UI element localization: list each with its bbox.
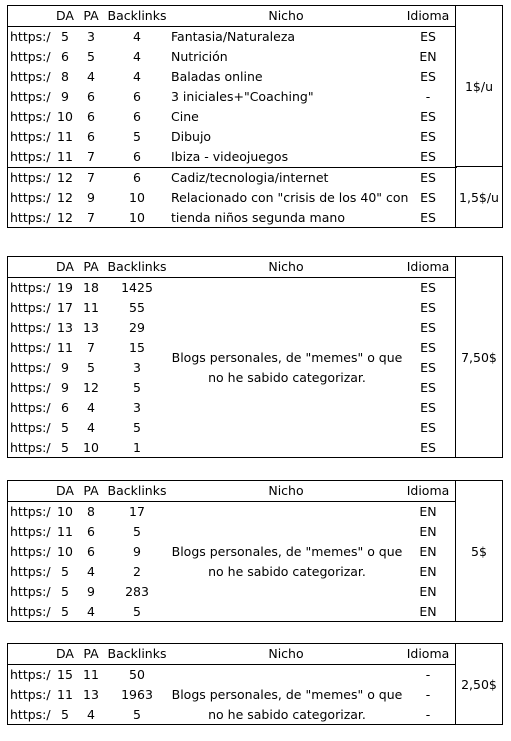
url-cell[interactable]: https:/ <box>10 89 51 104</box>
idioma-cell: ES <box>420 170 436 185</box>
nicho-merged-cell <box>171 542 403 582</box>
header-backlinks: Backlinks <box>107 646 167 661</box>
da-cell: 17 <box>57 300 73 315</box>
pa-cell: 9 <box>87 584 95 599</box>
url-cell[interactable]: https:/ <box>10 69 51 84</box>
pa-cell: 13 <box>83 687 99 702</box>
url-cell[interactable]: https:/ <box>10 400 51 415</box>
table-row <box>8 87 455 107</box>
backlinks-cell: 15 <box>129 340 145 355</box>
header-idioma: Idioma <box>406 8 450 23</box>
price-cell <box>455 643 503 725</box>
url-cell[interactable]: https:/ <box>10 340 51 355</box>
nicho-line: Blogs personales, de "memes" o que <box>171 544 403 559</box>
pa-cell: 18 <box>83 280 99 295</box>
idioma-cell: ES <box>420 360 436 375</box>
pa-cell: 4 <box>87 420 95 435</box>
da-cell: 6 <box>61 49 69 64</box>
idioma-cell: ES <box>420 440 436 455</box>
da-cell: 10 <box>57 109 73 124</box>
nicho-merged-cell <box>171 348 403 388</box>
pa-cell: 3 <box>87 29 95 44</box>
price-label: 1$/u <box>464 78 494 94</box>
nicho-cell: Relacionado con "crisis de los 40" con <box>171 190 409 205</box>
pa-cell: 4 <box>87 564 95 579</box>
idioma-cell: ES <box>420 149 436 164</box>
idioma-cell: ES <box>420 420 436 435</box>
backlinks-cell: 9 <box>133 544 141 559</box>
pa-cell: 7 <box>87 149 95 164</box>
header-nicho: Nicho <box>268 646 304 661</box>
url-cell[interactable]: https:/ <box>10 604 51 619</box>
url-cell[interactable]: https:/ <box>10 129 51 144</box>
url-cell[interactable]: https:/ <box>10 524 51 539</box>
pa-cell: 12 <box>83 380 99 395</box>
header-da: DA <box>56 259 74 274</box>
backlinks-cell: 10 <box>129 190 145 205</box>
pa-cell: 8 <box>87 504 95 519</box>
header-pa: PA <box>83 483 99 498</box>
pa-cell: 4 <box>87 400 95 415</box>
da-cell: 5 <box>61 584 69 599</box>
idioma-cell: EN <box>419 564 437 579</box>
price-cell <box>455 480 503 622</box>
header-pa: PA <box>83 646 99 661</box>
nicho-cell: Dibujo <box>171 129 212 144</box>
backlinks-cell: 3 <box>133 400 141 415</box>
idioma-cell: ES <box>420 210 436 225</box>
table-row <box>8 522 455 542</box>
url-cell[interactable]: https:/ <box>10 210 51 225</box>
pa-cell: 11 <box>83 300 99 315</box>
price-cell <box>455 166 503 228</box>
header-da: DA <box>56 646 74 661</box>
da-cell: 15 <box>57 667 73 682</box>
idioma-cell: - <box>425 667 431 682</box>
pa-cell: 4 <box>87 707 95 722</box>
idioma-cell: ES <box>420 29 436 44</box>
backlinks-cell: 17 <box>129 504 145 519</box>
idioma-cell: EN <box>419 584 437 599</box>
da-cell: 5 <box>61 420 69 435</box>
da-cell: 12 <box>57 190 73 205</box>
nicho-line: no he sabido categorizar. <box>208 707 366 722</box>
url-cell[interactable]: https:/ <box>10 667 51 682</box>
url-cell[interactable]: https:/ <box>10 300 51 315</box>
da-cell: 19 <box>57 280 73 295</box>
url-cell[interactable]: https:/ <box>10 170 51 185</box>
table-3 <box>7 480 503 622</box>
pa-cell: 11 <box>83 667 99 682</box>
nicho-line: no he sabido categorizar. <box>208 564 366 579</box>
table-row <box>8 127 455 147</box>
backlinks-cell: 55 <box>129 300 145 315</box>
price-label: 1,5$/u <box>459 189 499 205</box>
backlinks-cell: 6 <box>133 170 141 185</box>
header-da: DA <box>56 8 74 23</box>
da-cell: 13 <box>57 320 73 335</box>
da-cell: 10 <box>57 504 73 519</box>
da-cell: 9 <box>61 380 69 395</box>
price-label: 2,50$ <box>461 676 497 692</box>
idioma-cell: - <box>425 687 431 702</box>
idioma-cell: ES <box>420 190 436 205</box>
pa-cell: 5 <box>87 49 95 64</box>
url-cell[interactable]: https:/ <box>10 380 51 395</box>
nicho-cell: Nutrición <box>171 49 228 64</box>
table-row <box>8 502 455 522</box>
table-header <box>8 644 455 665</box>
backlinks-cell: 283 <box>125 584 149 599</box>
idioma-cell: ES <box>420 340 436 355</box>
da-cell: 6 <box>61 400 69 415</box>
da-cell: 11 <box>57 129 73 144</box>
idioma-cell: ES <box>420 69 436 84</box>
header-idioma: Idioma <box>406 646 450 661</box>
price-label: 7,50$ <box>461 349 497 365</box>
pa-cell: 7 <box>87 210 95 225</box>
backlinks-cell: 3 <box>133 360 141 375</box>
idioma-cell: EN <box>419 544 437 559</box>
idioma-cell: EN <box>419 524 437 539</box>
url-cell[interactable]: https:/ <box>10 440 51 455</box>
pa-cell: 10 <box>83 440 99 455</box>
table-header <box>8 481 455 502</box>
table-2 <box>7 256 503 458</box>
idioma-cell: ES <box>420 280 436 295</box>
url-cell[interactable]: https:/ <box>10 564 51 579</box>
pa-cell: 13 <box>83 320 99 335</box>
table-row <box>8 168 455 188</box>
nicho-line: Blogs personales, de "memes" o que <box>171 687 403 702</box>
url-cell[interactable]: https:/ <box>10 420 51 435</box>
url-cell[interactable]: https:/ <box>10 29 51 44</box>
pa-cell: 4 <box>87 604 95 619</box>
nicho-cell: Baladas online <box>171 69 263 84</box>
nicho-line: no he sabido categorizar. <box>208 370 366 385</box>
backlinks-cell: 1 <box>133 440 141 455</box>
header-idioma: Idioma <box>406 259 450 274</box>
backlinks-cell: 5 <box>133 420 141 435</box>
idioma-cell: ES <box>420 129 436 144</box>
header-nicho: Nicho <box>268 8 304 23</box>
table-row <box>8 665 455 685</box>
backlinks-cell: 5 <box>133 380 141 395</box>
da-cell: 8 <box>61 69 69 84</box>
idioma-cell: ES <box>420 109 436 124</box>
nicho-cell: Cine <box>171 109 199 124</box>
url-cell[interactable]: https:/ <box>10 544 51 559</box>
da-cell: 11 <box>57 524 73 539</box>
nicho-cell: 3 iniciales+"Coaching" <box>171 89 314 104</box>
backlinks-cell: 6 <box>133 109 141 124</box>
url-cell[interactable]: https:/ <box>10 360 51 375</box>
table-row <box>8 438 455 458</box>
idioma-cell: ES <box>420 300 436 315</box>
backlinks-cell: 5 <box>133 524 141 539</box>
url-cell[interactable]: https:/ <box>10 49 51 64</box>
nicho-cell: tienda niños segunda mano <box>171 210 345 225</box>
pa-cell: 9 <box>87 190 95 205</box>
backlinks-cell: 4 <box>133 49 141 64</box>
idioma-cell: EN <box>419 504 437 519</box>
pa-cell: 7 <box>87 170 95 185</box>
pa-cell: 4 <box>87 69 95 84</box>
backlinks-cell: 4 <box>133 69 141 84</box>
idioma-cell: ES <box>420 380 436 395</box>
backlinks-cell: 50 <box>129 667 145 682</box>
table-header <box>8 6 455 27</box>
url-cell[interactable]: https:/ <box>10 687 51 702</box>
da-cell: 9 <box>61 89 69 104</box>
table-row <box>8 298 455 318</box>
header-nicho: Nicho <box>268 483 304 498</box>
header-pa: PA <box>83 8 99 23</box>
pa-cell: 6 <box>87 544 95 559</box>
da-cell: 12 <box>57 210 73 225</box>
header-da: DA <box>56 483 74 498</box>
url-cell[interactable]: https:/ <box>10 320 51 335</box>
da-cell: 11 <box>57 340 73 355</box>
da-cell: 5 <box>61 440 69 455</box>
table-row <box>8 208 455 228</box>
table-row <box>8 47 455 67</box>
table-row <box>8 278 455 298</box>
header-idioma: Idioma <box>406 483 450 498</box>
pa-cell: 5 <box>87 360 95 375</box>
backlinks-cell: 1425 <box>121 280 153 295</box>
idioma-cell: - <box>425 707 431 722</box>
da-cell: 12 <box>57 170 73 185</box>
idioma-cell: ES <box>420 400 436 415</box>
url-cell[interactable]: https:/ <box>10 190 51 205</box>
da-cell: 11 <box>57 149 73 164</box>
idioma-cell: - <box>425 89 431 104</box>
table-row <box>8 188 455 208</box>
backlinks-cell: 6 <box>133 89 141 104</box>
idioma-cell: EN <box>419 604 437 619</box>
price-cell <box>455 256 503 458</box>
header-backlinks: Backlinks <box>107 483 167 498</box>
idioma-cell: EN <box>419 49 437 64</box>
table-row <box>8 582 455 602</box>
da-cell: 5 <box>61 29 69 44</box>
table-row <box>8 418 455 438</box>
table-row <box>8 602 455 622</box>
backlinks-cell: 5 <box>133 129 141 144</box>
url-cell[interactable]: https:/ <box>10 504 51 519</box>
table-row <box>8 147 455 167</box>
url-cell[interactable]: https:/ <box>10 109 51 124</box>
pa-cell: 7 <box>87 340 95 355</box>
url-cell[interactable]: https:/ <box>10 149 51 164</box>
nicho-merged-cell <box>171 685 403 725</box>
nicho-line: Blogs personales, de "memes" o que <box>171 350 403 365</box>
da-cell: 5 <box>61 604 69 619</box>
backlinks-cell: 1963 <box>121 687 153 702</box>
backlinks-cell: 5 <box>133 604 141 619</box>
price-cell <box>455 5 503 167</box>
header-pa: PA <box>83 259 99 274</box>
table-header <box>8 257 455 278</box>
table-row <box>8 27 455 47</box>
nicho-cell: Cadiz/tecnologia/internet <box>171 170 329 185</box>
header-nicho: Nicho <box>268 259 304 274</box>
pa-cell: 6 <box>87 524 95 539</box>
pa-cell: 6 <box>87 109 95 124</box>
url-cell[interactable]: https:/ <box>10 280 51 295</box>
backlinks-cell: 29 <box>129 320 145 335</box>
pa-cell: 6 <box>87 89 95 104</box>
backlinks-cell: 10 <box>129 210 145 225</box>
da-cell: 5 <box>61 564 69 579</box>
nicho-cell: Fantasia/Naturaleza <box>171 29 296 44</box>
pa-cell: 6 <box>87 129 95 144</box>
backlinks-cell: 4 <box>133 29 141 44</box>
table-row <box>8 67 455 87</box>
header-backlinks: Backlinks <box>107 259 167 274</box>
da-cell: 9 <box>61 360 69 375</box>
table-row <box>8 318 455 338</box>
table-1 <box>7 5 503 228</box>
url-cell[interactable]: https:/ <box>10 707 51 722</box>
table-4 <box>7 643 503 725</box>
backlinks-cell: 2 <box>133 564 141 579</box>
nicho-cell: Ibiza - videojuegos <box>171 149 289 164</box>
da-cell: 5 <box>61 707 69 722</box>
header-backlinks: Backlinks <box>107 8 167 23</box>
price-label: 5$ <box>471 543 487 559</box>
da-cell: 10 <box>57 544 73 559</box>
idioma-cell: ES <box>420 320 436 335</box>
backlinks-cell: 5 <box>133 707 141 722</box>
da-cell: 11 <box>57 687 73 702</box>
table-row <box>8 398 455 418</box>
table-row <box>8 107 455 127</box>
backlinks-cell: 6 <box>133 149 141 164</box>
url-cell[interactable]: https:/ <box>10 584 51 599</box>
